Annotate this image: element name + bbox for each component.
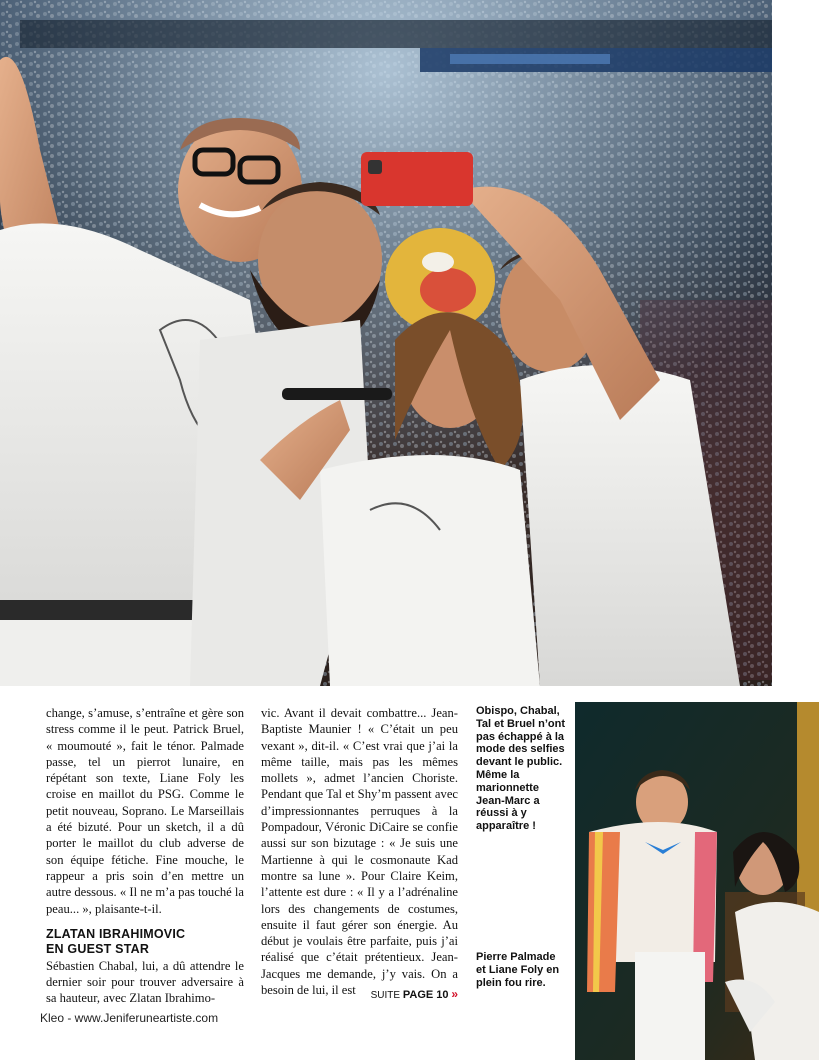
watermark-credit: Kleo - www.Jeniferuneartiste.com: [40, 1011, 219, 1025]
article-paragraph: vic. Avant il devait combattre... Jean-Baptiste Maunier ! « C’était un peu vexant », dit-il. « C’est vrai que j’ai la même taille, mais pas les mêmes mollets », admet l’ancien Choriste. Pendant que Tal et Shy’m passent avec d’impressionnantes perruques à la Pompadour, Véronic DiCaire se confie aussi sur son bizutage : « Je suis une Martienne à qui le cosmonaute Kad montre sa lune ». Pour Claire Keim, l’attente est dure : « Il y a l’adrénaline lors des changements de costumes, ensuite il faut gérer son énergie. Au début je voulais être parfaite, puis j’ai réalisé que c’était prétentieux. Jean-Jacques me demande, j’y vais. On a besoin de lui, il est: [261, 706, 458, 998]
side-photo-caption: Pierre Palmade et Liane Foly en plein fou rire.: [476, 951, 560, 989]
article-subhead: [46, 927, 244, 958]
subhead-line-1: ZLATAN IBRAHIMOVIC: [46, 926, 186, 941]
article-paragraph: Sébastien Chabal, lui, a dû attendre le dernier soir pour trouver adversaire à sa hauteur, avec Zlatan Ibrahimo-: [46, 958, 244, 1006]
article-paragraph: change, s’amuse, s’entraîne et gère son stress comme il le peut. Patrick Bruel, « moumouté », fait le ténor. Palmade passe, tel un pierrot lunaire, en répétant son texte, Liane Foly les croise en maillot du PSG. Comme le petit nouveau, Soprano. Le Marseillais a été bizuté. Pour un sketch, il a dû porter le maillot du club adverse de son équipe fétiche. Fine mouche, le rappeur a pris soin d’en mettre un autre dessous. « Il ne m’a pas touché la peau... », plaisante-t-il.: [46, 706, 244, 916]
suite-page: PAGE 10: [402, 989, 449, 1001]
article-column-2: [261, 705, 458, 998]
article-column-1: [46, 705, 244, 1007]
suite-label: SUITE: [370, 990, 401, 1001]
continued-on-link[interactable]: [340, 987, 458, 1001]
main-photo-caption: Obispo, Chabal, Tal et Bruel n’ont pas échappé à la mode des selfies devant le public. Même la marionnette Jean-Marc a réussi à y apparaître !: [476, 705, 566, 833]
palmade-foly-photo: [575, 702, 819, 1060]
subhead-line-2: EN GUEST STAR: [46, 942, 150, 957]
suite-arrow-icon: »: [451, 987, 458, 1001]
